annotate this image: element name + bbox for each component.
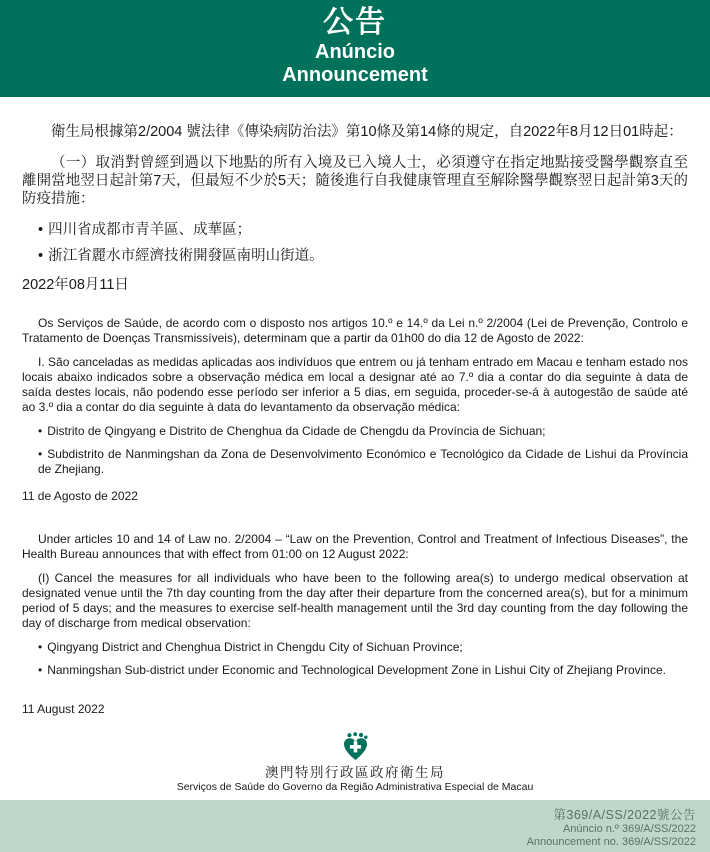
- header-banner: [0, 0, 710, 97]
- portuguese-paragraph-2: I. São canceladas as medidas aplicadas aos indivíduos que entrem ou já tenham entrado em Macau e tenham estado nos locais abaixo indicados sobre a observação médica em local a designar até ao 7.º dia a contar do dia seguinte à data de saída destes locais, não podendo esse período ser inferior a 5 dias, em seguida, proceder-se-á à autogestão de saúde até ao 3.º dia a contar do dia seguinte à data do levantamento da observação médica:: [22, 355, 688, 414]
- health-bureau-heart-cross-logo: [0, 732, 710, 761]
- portuguese-list-item-1: [22, 424, 688, 439]
- english-list-item-2-text: Nanmingshan Sub-district under Economic and Technological Development Zone in Lishui City of Zhejiang Province.: [47, 663, 666, 677]
- bullet-icon: •: [38, 424, 43, 438]
- english-date: 11 August 2022: [22, 702, 105, 716]
- portuguese-date: 11 de Agosto de 2022: [22, 489, 138, 503]
- announcement-number-zh: 第369/A/SS/2022號公告: [553, 808, 696, 822]
- section-portuguese: [22, 316, 688, 504]
- section-english: [22, 532, 688, 717]
- chinese-paragraph-1: 衛生局根據第2/2004 號法律《傳染病防治法》第10條及第14條的規定，自2022年8月12日01時起：: [51, 124, 683, 140]
- chinese-list-item-2-text: 浙江省麗水市經濟技術開發區南明山街道。: [48, 248, 324, 264]
- chinese-list-item-1: [22, 221, 688, 239]
- organisation-name-pt: Serviços de Saúde do Governo da Região Administrativa Especial de Macau: [176, 781, 534, 793]
- portuguese-list-item-2-text: Subdistrito de Nanmingshan da Zona de Desenvolvimento Económico e Tecnológico da Cidade de Lishui da Província de Zhejiang.: [38, 447, 688, 476]
- chinese-date: 2022年08月11日: [22, 277, 129, 293]
- bullet-icon: •: [38, 222, 44, 238]
- page-title-zh: 公告: [323, 6, 387, 39]
- english-list-item-1: [22, 640, 688, 655]
- chinese-list-item-2: [22, 247, 688, 265]
- document-footer: [0, 732, 710, 794]
- english-paragraph-1: Under articles 10 and 14 of Law no. 2/2004 – “Law on the Prevention, Control and Treatment of Infectious Diseases”, the Health Bureau announces that with effect from 01:00 on 12 August 2022:: [22, 532, 688, 561]
- document-body: [0, 97, 710, 717]
- announcement-number-pt: Anúncio n.º 369/A/SS/2022: [562, 823, 696, 835]
- bullet-icon: •: [38, 248, 44, 264]
- bullet-icon: •: [38, 447, 43, 461]
- portuguese-paragraph-1: Os Serviços de Saúde, de acordo com o disposto nos artigos 10.º e 14.º da Lei n.º 2/2004 (Lei de Prevenção, Controlo e Tratamento de Doenças Transmissíveis), determinam que a partir da 01h00 do dia 12 de Agosto de 2022:: [22, 316, 688, 345]
- chinese-paragraph-2: （一）取消對曾經到過以下地點的所有入境及已入境人士，必須遵守在指定地點接受醫學觀察直至離開當地翌日起計第7天，但最短不少於5天；隨後進行自我健康管理直至解除醫學觀察翌日起計第3天的防疫措施：: [22, 155, 688, 207]
- announcement-number-en: Announcement no. 369/A/SS/2022: [526, 836, 696, 848]
- bullet-icon: •: [38, 663, 43, 677]
- organisation-name-zh: 澳門特別行政區政府衛生局: [265, 765, 445, 780]
- bullet-icon: •: [38, 640, 43, 654]
- reference-number-bar: [0, 800, 710, 852]
- english-list-item-2: [22, 663, 688, 678]
- chinese-list-item-1-text: 四川省成都市青羊區、成華區；: [48, 222, 252, 238]
- page-title-en: Announcement: [282, 64, 428, 86]
- portuguese-list-item-2: [22, 447, 688, 477]
- portuguese-list-item-1-text: Distrito de Qingyang e Distrito de Chenghua da Cidade de Chengdu da Província de Sichuan;: [47, 424, 546, 438]
- section-chinese: [22, 123, 688, 294]
- english-list-item-1-text: Qingyang District and Chenghua District in Chengdu City of Sichuan Province;: [47, 640, 463, 654]
- english-paragraph-2: (I) Cancel the measures for all individuals who have been to the following area(s) to undergo medical observation at designated venue until the 7th day counting from the day after their departure from the concerned area(s), but for a minimum period of 5 days; and the measures to exercise self-health management until the 3rd day counting from the day following the day of discharge from medical observation:: [22, 571, 688, 630]
- page-title-pt: Anúncio: [315, 41, 395, 63]
